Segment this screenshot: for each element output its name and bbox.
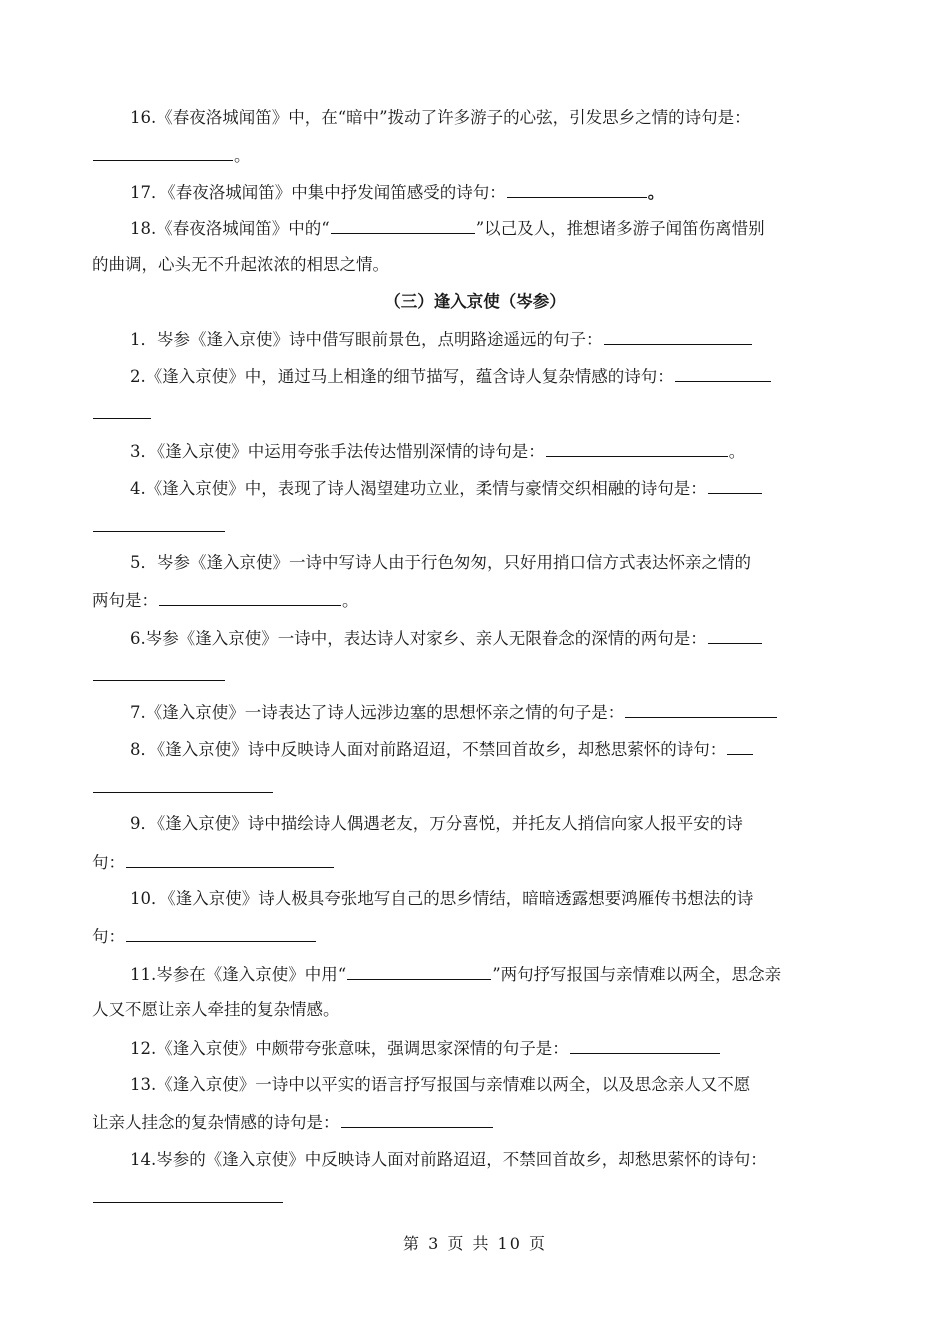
answer-blank[interactable] [159,588,341,606]
question-text: 17．《春夜洛城闻笛》中集中抒发闻笛感受的诗句： [130,183,506,202]
answer-blank[interactable] [331,216,475,234]
question-text: 句： [92,927,125,946]
answer-blank[interactable] [675,364,771,382]
answer-blank[interactable] [708,476,762,494]
question-text: 8．《逢入京使》诗中反映诗人面对前路迢迢，不禁回首故乡，却愁思萦怀的诗句： [130,740,727,759]
question-16 [130,106,862,130]
page-footer: 第 3 页 共 10 页 [403,1234,547,1253]
question-4 [130,476,862,501]
question-14-answer [92,1185,862,1210]
question-6-answer [92,663,862,688]
question-text: 10．《逢入京使》诗人极具夸张地写自己的思乡情结，暗暗透露想要鸿雁传书想法的诗 [130,889,754,908]
question-text: 。 [234,146,251,165]
answer-blank[interactable] [126,850,334,868]
answer-blank[interactable] [93,514,225,532]
answer-blank[interactable] [93,663,225,681]
answer-blank[interactable] [507,180,647,198]
question-text: 7.《逢入京使》一诗表达了诗人远涉边塞的思想怀亲之情的句子是： [130,703,625,722]
question-10 [130,887,862,911]
answer-blank[interactable] [93,143,233,161]
answer-blank[interactable] [126,924,316,942]
question-text: 。 [728,442,746,461]
answer-blank[interactable] [93,775,273,793]
answer-blank[interactable] [347,962,491,980]
question-text: ”两句抒写报国与亲情难以两全，思念亲 [492,965,782,984]
answer-blank[interactable] [93,1185,283,1203]
question-text: 12.《逢入京使》中颇带夸张意味，强调思家深情的句子是： [130,1039,569,1058]
question-5 [130,551,862,575]
question-text: 16.《春夜洛城闻笛》中，在“暗中”拨动了许多游子的心弦，引发思乡之情的诗句是： [130,108,751,127]
question-text: ”以己及人，推想诸多游子闻笛伤离惜别 [475,219,765,238]
question-3 [130,439,862,464]
question-text: 11.岑参在《逢入京使》中用“ [130,965,347,984]
answer-blank[interactable] [625,700,777,718]
question-8-answer [92,775,862,800]
question-13 [130,1073,862,1097]
question-14 [130,1148,862,1172]
question-7 [130,700,862,725]
answer-blank[interactable] [708,626,762,644]
question-4-answer [92,514,862,539]
question-9-cont [92,850,862,875]
answer-blank[interactable] [546,439,728,457]
question-text: 13.《逢入京使》一诗中以平实的语言抒写报国与亲情难以两全，以及思念亲人又不愿 [130,1075,751,1094]
answer-blank[interactable] [93,401,151,419]
question-18 [130,216,862,241]
question-text: 人又不愿让亲人牵挂的复杂情感。 [92,1000,340,1019]
question-2-answer [92,401,862,426]
question-1 [130,327,862,352]
question-text: 6.岑参《逢入京使》一诗中，表达诗人对家乡、亲人无限眷念的深情的两句是： [130,629,707,648]
question-text: 5．岑参《逢入京使》一诗中写诗人由于行色匆匆，只好用捎口信方式表达怀亲之情的 [130,553,751,572]
question-text: 。 [342,591,359,610]
question-text: 9．《逢入京使》诗中描绘诗人偶遇老友，万分喜悦，并托友人捎信向家人报平安的诗 [130,814,743,833]
question-text: 两句是： [92,591,158,610]
question-16-answer [92,143,862,168]
question-8 [130,737,862,762]
question-text: 让亲人挂念的复杂情感的诗句是： [92,1113,340,1132]
question-9 [130,812,862,836]
question-6 [130,626,862,651]
question-text: 的曲调，心头无不升起浓浓的相思之情。 [92,255,389,274]
answer-blank[interactable] [604,327,752,345]
question-text: 。 [647,183,665,202]
question-text: 1．岑参《逢入京使》诗中借写眼前景色，点明路途遥远的句子： [130,330,603,349]
question-11 [130,962,862,987]
question-text: 2.《逢入京使》中，通过马上相逢的细节描写，蕴含诗人复杂情感的诗句： [130,367,674,386]
question-text: 18.《春夜洛城闻笛》中的“ [130,219,330,238]
question-11-cont [92,998,862,1022]
question-text: 14.岑参的《逢入京使》中反映诗人面对前路迢迢，不禁回首故乡，却愁思萦怀的诗句： [130,1150,767,1169]
question-18-cont [92,253,862,277]
question-5-cont [92,588,862,613]
question-2 [130,364,862,389]
question-12 [130,1036,862,1061]
question-text: 句： [92,853,125,872]
question-text: 4.《逢入京使》中，表现了诗人渴望建功立业，柔情与豪情交织相融的诗句是： [130,479,707,498]
answer-blank[interactable] [570,1036,720,1054]
question-17 [130,180,862,205]
answer-blank[interactable] [341,1110,493,1128]
answer-blank[interactable] [727,737,753,755]
section-title: （三）逢入京使（岑参） [384,292,566,311]
question-10-cont [92,924,862,949]
question-text: 3．《逢入京使》中运用夸张手法传达惜别深情的诗句是： [130,442,545,461]
question-13-cont [92,1110,862,1135]
